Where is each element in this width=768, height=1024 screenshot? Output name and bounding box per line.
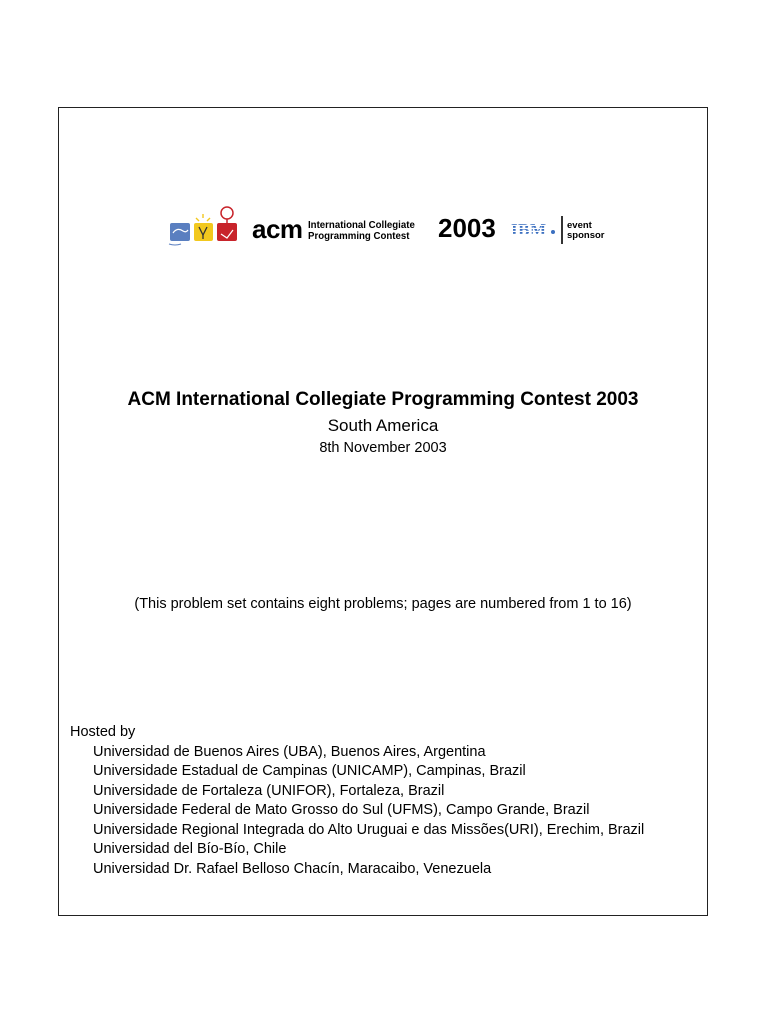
icpc-line-1: International Collegiate (308, 219, 415, 231)
ibm-logo-text: IBM (511, 220, 547, 238)
icpc-wordmark (308, 220, 415, 241)
icpc-glyphs-icon (168, 204, 240, 248)
host-item: Universidade Regional Integrada do Alto Uruguai e das Missões(URI), Erechim, Brazil (93, 821, 645, 838)
problem-set-note: (This problem set contains eight problems; pages are numbered from 1 to 16) (134, 596, 632, 612)
document-subtitle: South America (327, 416, 439, 435)
hosted-by-label: Hosted by (70, 724, 136, 740)
host-item: Universidad de Buenos Aires (UBA), Buenos Aires, Argentina (93, 743, 486, 760)
sponsor-divider (561, 216, 563, 244)
icpc-line-2: Programming Contest (308, 229, 410, 242)
host-item: Universidad del Bío-Bío, Chile (93, 841, 287, 857)
acm-wordmark: acm (252, 214, 303, 244)
sponsor-line-1: event (567, 220, 592, 231)
hosted-by-section (70, 723, 644, 879)
ibm-logo-icon (511, 220, 557, 238)
contest-date: 8th November 2003 (319, 440, 447, 456)
logo-year: 2003 (438, 213, 496, 243)
acm-icpc-logo (168, 204, 608, 248)
host-item: Universidade Estadual de Campinas (UNICAMP), Campinas, Brazil (93, 763, 526, 779)
host-item: Universidad Dr. Rafael Belloso Chacín, Maracaibo, Venezuela (93, 860, 492, 877)
host-list (70, 743, 644, 880)
host-item: Universidade de Fortaleza (UNIFOR), Fortaleza, Brazil (93, 782, 445, 799)
host-item: Universidade Federal de Mato Grosso do Sul (UFMS), Campo Grande, Brazil (93, 802, 590, 818)
sponsor-line-2: sponsor (567, 230, 605, 241)
event-sponsor-label (567, 221, 604, 241)
document-title: ACM International Collegiate Programming Contest 2003 (127, 389, 639, 410)
